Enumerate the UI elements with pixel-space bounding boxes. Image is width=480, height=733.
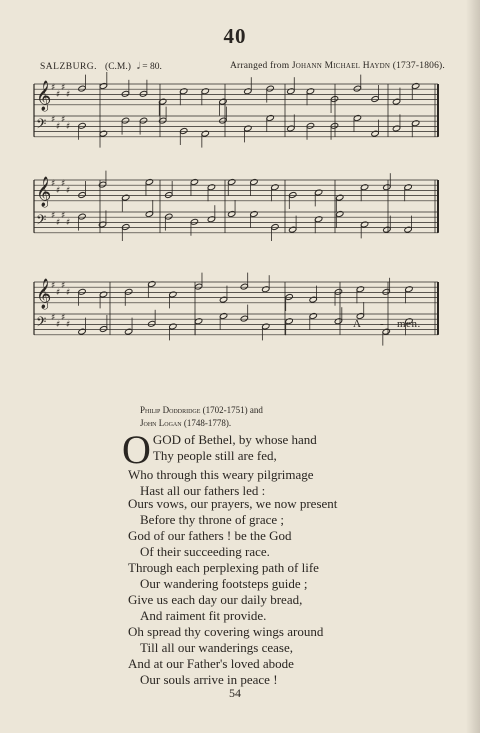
note-head (306, 122, 314, 129)
note-head (219, 296, 227, 303)
note-head (356, 286, 364, 293)
bass-clef-icon: 𝄢 (36, 212, 47, 231)
sharp-icon: ♯ (61, 115, 66, 125)
verse-line: Before thy throne of grace ; (140, 512, 285, 527)
sharp-icon: ♯ (51, 211, 56, 221)
verse-2 (128, 496, 408, 560)
note-head (314, 216, 322, 223)
note-head (78, 192, 86, 199)
note-head (383, 226, 391, 233)
note-head (78, 213, 86, 220)
note-head (122, 194, 130, 201)
sharp-icon: ♯ (61, 211, 66, 221)
note-head (179, 128, 187, 135)
note-head (121, 117, 129, 124)
verse-3 (128, 560, 408, 624)
verse-line: Through each perplexing path of life (128, 560, 319, 575)
note-head (122, 224, 130, 231)
note-head (169, 323, 177, 330)
note-head (219, 117, 227, 124)
sharp-icon: ♯ (56, 186, 61, 196)
note-head (314, 189, 322, 196)
note-head (360, 221, 368, 228)
sharp-icon: ♯ (61, 83, 66, 93)
note-head (139, 117, 147, 124)
verse-line: And at our Father's loved abode (128, 656, 294, 671)
note-head (190, 218, 198, 225)
sharp-icon: ♯ (51, 115, 56, 125)
note-head (99, 291, 107, 298)
sharp-icon: ♯ (56, 90, 61, 100)
note-head (165, 192, 173, 199)
verse-line: Of their succeeding race. (140, 544, 270, 559)
sharp-icon: ♯ (66, 90, 71, 100)
verse-line: And raiment fit provide. (140, 608, 267, 623)
note-head (99, 130, 107, 137)
note-head (227, 179, 235, 186)
note-head (124, 288, 132, 295)
note-head (78, 288, 86, 295)
note-head (194, 283, 202, 290)
note-head (353, 85, 361, 92)
note-head (219, 313, 227, 320)
verse-line: Hast all our fathers led : (140, 483, 266, 498)
verse-line: Ours vows, our prayers, we now present (128, 496, 338, 511)
note-head (262, 286, 270, 293)
author-name-2: John Logan (140, 418, 182, 428)
note-head (330, 122, 338, 129)
music-systems (34, 72, 438, 346)
note-head (371, 130, 379, 137)
sharp-icon: ♯ (51, 313, 56, 323)
note-head (207, 216, 215, 223)
note-head (145, 211, 153, 218)
note-head (240, 283, 248, 290)
note-head (306, 88, 314, 95)
treble-clef-icon: 𝄞 (36, 279, 52, 309)
verse-line: Thy people still are fed, (152, 448, 277, 463)
note-head (78, 122, 86, 129)
sharp-icon: ♯ (51, 281, 56, 291)
note-head (148, 320, 156, 327)
note-head (207, 184, 215, 191)
note-head (165, 213, 173, 220)
note-head (124, 328, 132, 335)
note-head (285, 318, 293, 325)
note-head (405, 286, 413, 293)
composer-dates: (1737-1806). (392, 61, 445, 71)
tempo-marking: 𝅗𝅥 = 80. (136, 62, 162, 72)
sharp-icon: ♯ (66, 186, 71, 196)
note-head (334, 318, 342, 325)
sharp-icon: ♯ (66, 218, 71, 228)
bass-clef-icon: 𝄢 (36, 314, 47, 333)
note-head (289, 192, 297, 199)
note-head (99, 326, 107, 333)
verse-line: Who through this weary pilgrimage (128, 467, 314, 482)
note-head (78, 328, 86, 335)
note-head (244, 88, 252, 95)
note-head (145, 179, 153, 186)
note-head (250, 211, 258, 218)
note-head (336, 194, 344, 201)
sharp-icon: ♯ (56, 288, 61, 298)
note-head (309, 313, 317, 320)
amen-syllable-3: men. (397, 318, 421, 330)
sharp-icon: ♯ (56, 122, 61, 132)
hymn-number: 40 (223, 24, 247, 48)
credit-line-2 (140, 417, 263, 430)
sharp-icon: ♯ (51, 179, 56, 189)
composer-name: Johann Michael Haydn (291, 61, 391, 71)
tune-name: SALZBURG. (40, 62, 98, 72)
verse-line: Our wandering footsteps guide ; (140, 576, 308, 591)
note-head (309, 296, 317, 303)
note-head (404, 226, 412, 233)
note-head (244, 125, 252, 132)
note-head (289, 226, 297, 233)
verse-line: Our souls arrive in peace ! (140, 672, 278, 687)
sharp-icon: ♯ (56, 218, 61, 228)
author-dates-2: (1748-1778). (183, 418, 232, 428)
note-head (98, 181, 106, 188)
verse-line: God of our fathers ! be the God (128, 528, 292, 543)
verse-4 (128, 624, 408, 688)
text-credits (140, 404, 263, 430)
note-head (392, 125, 400, 132)
note-head (179, 88, 187, 95)
amen-syllable-1: A (353, 318, 362, 330)
note-head (139, 90, 147, 97)
note-head (99, 83, 107, 90)
note-head (404, 184, 412, 191)
tune-meter: (C.M.) (105, 62, 131, 72)
note-head (382, 288, 390, 295)
sharp-icon: ♯ (61, 179, 66, 189)
note-head (287, 125, 295, 132)
verse-line: Give us each day our daily bread, (128, 592, 303, 607)
note-head (330, 96, 338, 103)
author-dates-1: (1702-1751) and (202, 405, 263, 415)
sharp-icon: ♯ (56, 320, 61, 330)
drop-cap: O (122, 427, 151, 472)
note-head (201, 88, 209, 95)
note-head (334, 288, 342, 295)
note-head (98, 221, 106, 228)
amen-syllable-2: - (380, 318, 385, 330)
note-head (411, 83, 419, 90)
note-head (240, 315, 248, 322)
note-head (169, 291, 177, 298)
note-head (227, 211, 235, 218)
note-head (271, 224, 279, 231)
sharp-icon: ♯ (61, 281, 66, 291)
arrangement-prefix: Arranged from (229, 61, 290, 71)
credit-line-1 (140, 404, 263, 417)
note-head (392, 98, 400, 105)
note-head (360, 184, 368, 191)
verse-line: Oh spread thy covering wings around (128, 624, 324, 639)
page-edge-shadow (466, 0, 480, 733)
note-head (271, 184, 279, 191)
bass-clef-icon: 𝄢 (36, 116, 47, 135)
note-head (336, 211, 344, 218)
author-name-1: Philip Doddridge (140, 405, 201, 415)
sharp-icon: ♯ (61, 313, 66, 323)
sharp-icon: ♯ (66, 122, 71, 132)
note-head (266, 115, 274, 122)
note-head (383, 184, 391, 191)
note-head (285, 294, 293, 301)
note-head (411, 120, 419, 127)
verse-line: GOD of Bethel, by whose hand (152, 432, 317, 447)
note-head (250, 179, 258, 186)
note-head (194, 318, 202, 325)
note-head (266, 85, 274, 92)
note-head (219, 98, 227, 105)
page-number: 54 (229, 686, 241, 700)
note-head (371, 96, 379, 103)
sharp-icon: ♯ (51, 83, 56, 93)
note-head (353, 115, 361, 122)
note-head (148, 281, 156, 288)
note-head (201, 130, 209, 137)
sharp-icon: ♯ (66, 288, 71, 298)
treble-clef-icon: 𝄞 (36, 177, 52, 207)
note-head (287, 88, 295, 95)
note-head (262, 323, 270, 330)
note-head (78, 85, 86, 92)
note-head (121, 90, 129, 97)
treble-clef-icon: 𝄞 (36, 81, 52, 111)
verse-1 (122, 427, 408, 499)
sharp-icon: ♯ (66, 320, 71, 330)
note-head (190, 179, 198, 186)
verse-line: Till all our wanderings cease, (140, 640, 293, 655)
